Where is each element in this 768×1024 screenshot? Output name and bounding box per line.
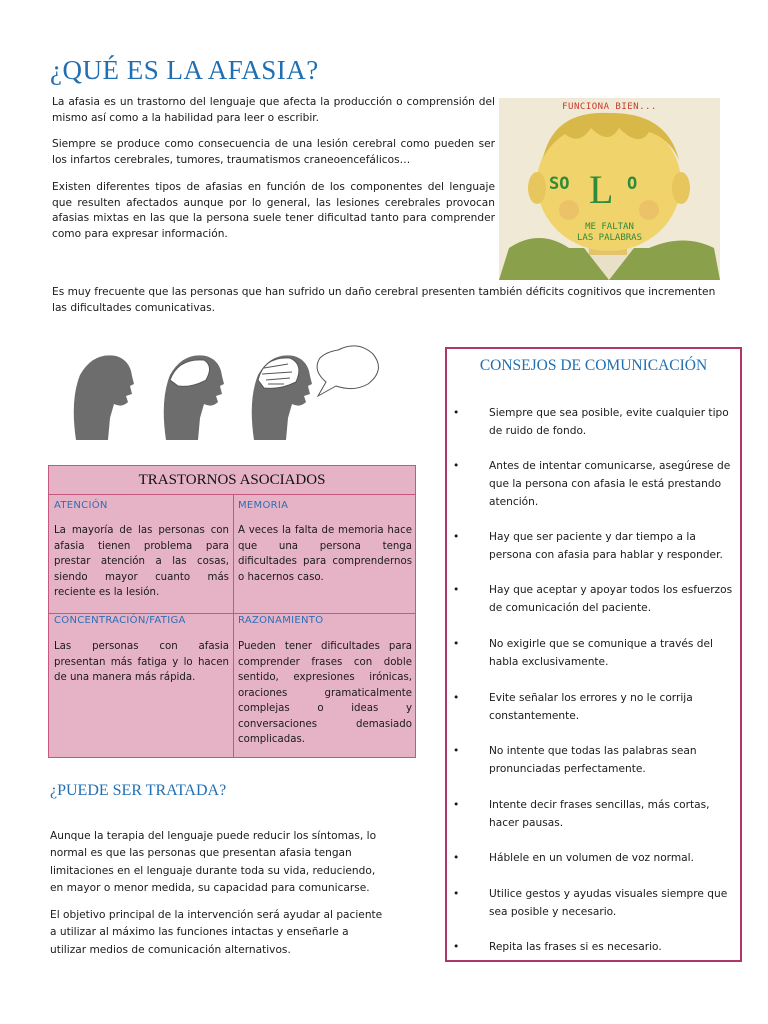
bullet-icon: • <box>453 941 460 953</box>
communication-tips-box <box>445 347 742 962</box>
illustration-bottom-line-2: LAS PALABRAS <box>576 233 643 243</box>
cell-text-attention: La mayoría de las personas con afasia tienen problema para prestar atención a las cosas, siendo mayor cuanto más reciente es la lesión. <box>54 525 229 598</box>
tip-text: Antes de intentar comunicarse, asegúrese de que la persona con afasia le está prestando atención. <box>489 460 731 508</box>
bullet-icon: • <box>453 888 460 900</box>
heads-illustration <box>68 340 388 440</box>
treatment-title: ¿PUEDE SER TRATADA? <box>50 782 227 799</box>
illustration-bottom-line-1: ME FALTAN <box>585 222 634 232</box>
intro-paragraph-2: Siempre se produce como consecuencia de una lesión cerebral como pueden ser los infartos cerebrales, tumores, traumatismos craneoencefálicos… <box>52 138 495 166</box>
tip-text: Hay que ser paciente y dar tiempo a la persona con afasia para hablar y responder. <box>489 531 723 561</box>
table-title: TRASTORNOS ASOCIADOS <box>49 466 415 495</box>
bullet-icon: • <box>453 460 460 472</box>
illustration-left-text: SO <box>549 174 570 194</box>
intro-paragraph-1: La afasia es un trastorno del lenguaje que afecta la producción o comprensión del mismo así como a la habilidad para leer o escribir. <box>52 96 495 124</box>
tip-text: Intente decir frases sencillas, más cortas, hacer pausas. <box>489 799 710 829</box>
cell-heading-reasoning: RAZONAMIENTO <box>238 615 324 626</box>
bullet-icon: • <box>453 638 460 650</box>
cell-heading-attention: ATENCIÓN <box>54 500 108 511</box>
treatment-paragraph-1: Aunque la terapia del lenguaje puede reducir los síntomas, lo normal es que las personas que presentan afasia tengan limitaciones en el lenguaje durante toda su vida, reduciendo, en mayor o menor medida, su capacidad para comunicarse. <box>50 830 377 894</box>
bullet-icon: • <box>453 692 460 704</box>
bullet-icon: • <box>453 852 460 864</box>
cell-heading-memory: MEMORIA <box>238 500 289 511</box>
cell-text-memory: A veces la falta de memoria hace que una persona tenga dificultades para comprendernos o hacernos caso. <box>238 525 412 583</box>
table-divider-horizontal <box>49 613 415 614</box>
intro-paragraph-4: Es muy frecuente que las personas que han sufrido un daño cerebral presenten también déficits cognitivos que incrementen las dificultades comunicativas. <box>52 286 716 314</box>
illustration-right-text: O <box>627 174 638 194</box>
illustration-top-text: FUNCIONA BIEN... <box>562 102 657 112</box>
tip-text: No intente que todas las palabras sean pronunciadas perfectamente. <box>489 745 697 775</box>
bullet-icon: • <box>453 799 460 811</box>
cell-text-reasoning: Pueden tener dificultades para comprender frases con doble sentido, expresiones irónicas, oraciones gramaticalmente complejas o ideas y conversaciones demasiado complicadas. <box>238 641 412 745</box>
bullet-icon: • <box>453 745 460 757</box>
aphasia-face-illustration <box>499 98 720 280</box>
cell-heading-fatigue: CONCENTRACIÓN/FATIGA <box>54 615 186 626</box>
bullet-icon: • <box>453 407 460 419</box>
tips-title: CONSEJOS DE COMUNICACIÓN <box>479 357 708 374</box>
tip-text: Siempre que sea posible, evite cualquier tipo de ruido de fondo. <box>489 407 729 437</box>
intro-paragraph-3: Existen diferentes tipos de afasias en función de los componentes del lenguaje que resulten afectados aunque por lo general, las lesiones cerebrales provocan afasias mixtas en las que la persona suele tener dificultad tanto para comprender como para expresar información. <box>52 181 495 240</box>
tip-text: Utilice gestos y ayudas visuales siempre que sea posible y necesario. <box>489 888 728 918</box>
bullet-icon: • <box>453 531 460 543</box>
illustration-big-letter: L <box>589 167 614 212</box>
page-title: ¿QUÉ ES LA AFASIA? <box>50 55 319 85</box>
heads-drawing <box>68 340 388 440</box>
tip-text: Hay que aceptar y apoyar todos los esfuerzos de comunicación del paciente. <box>489 584 733 614</box>
tip-text: Evite señalar los errores y no le corrija constantemente. <box>489 692 693 722</box>
bullet-icon: • <box>453 584 460 596</box>
treatment-paragraph-2: El objetivo principal de la intervención será ayudar al paciente a utilizar al máximo las funciones intactas y enseñarle a utilizar medios de comunicación alternativos. <box>50 909 383 956</box>
table-divider-vertical <box>233 494 234 757</box>
tip-text: Repita las frases si es necesario. <box>489 941 662 953</box>
cell-text-fatigue: Las personas con afasia presentan más fatiga y lo hacen de una manera más rápida. <box>54 641 229 683</box>
tip-text: No exigirle que se comunique a través del habla exclusivamente. <box>489 638 713 668</box>
associated-disorders-table <box>48 465 416 758</box>
tip-text: Háblele en un volumen de voz normal. <box>489 852 694 864</box>
